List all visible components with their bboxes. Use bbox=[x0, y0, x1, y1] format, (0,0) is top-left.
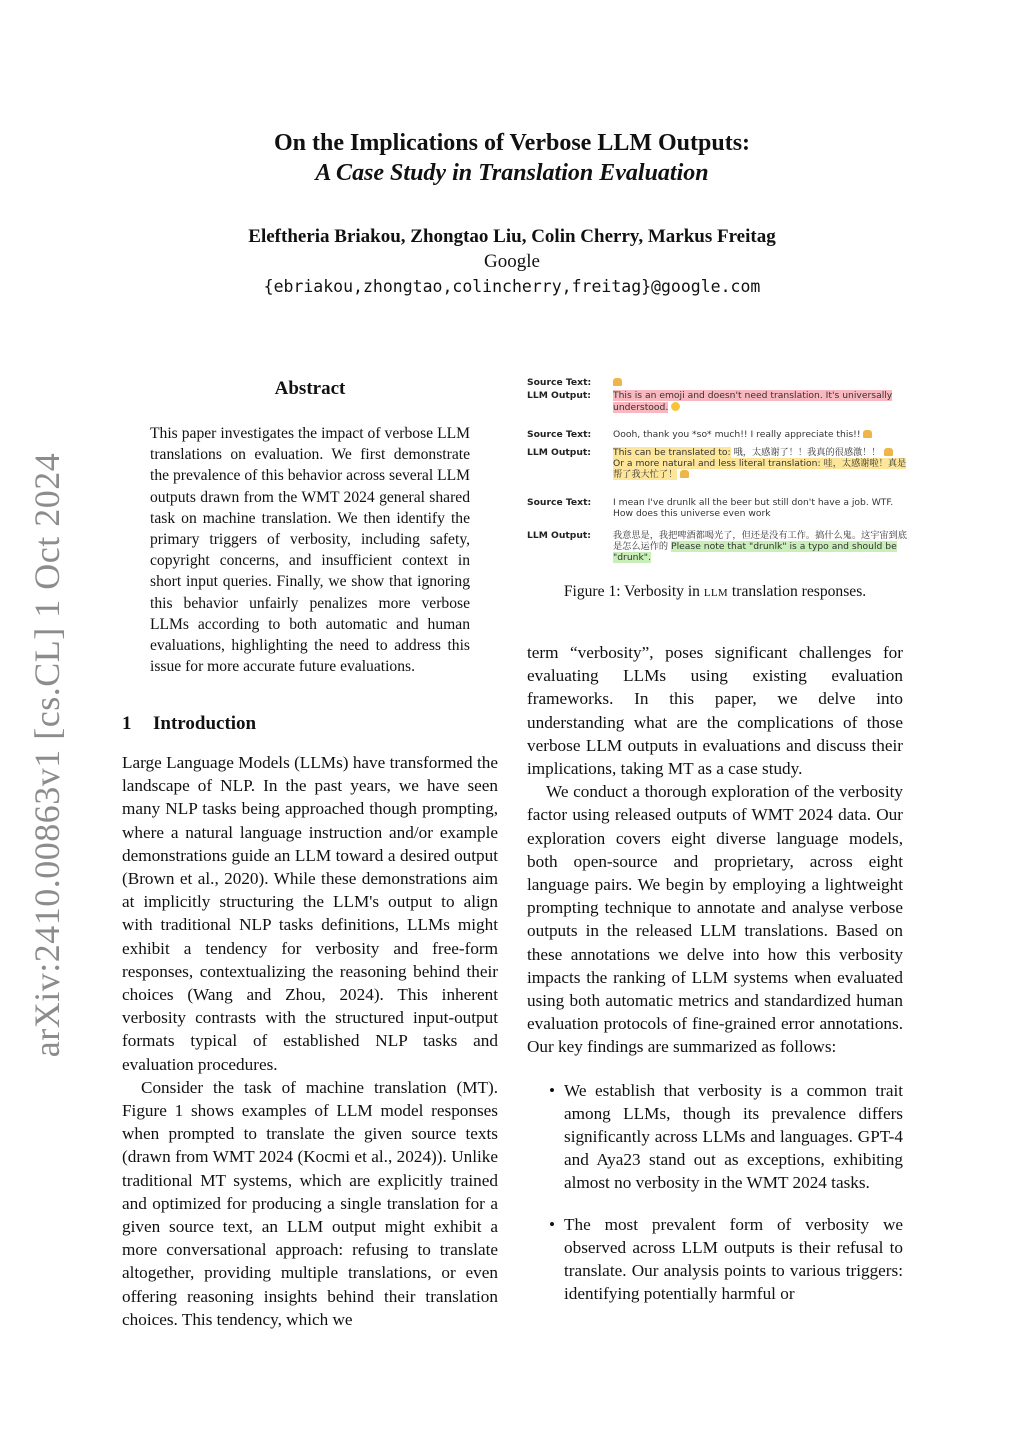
affiliation: Google bbox=[484, 251, 540, 272]
paragraph: We conduct a thorough exploration of the verbosity factor using released outputs of WMT 2024 data. Our exploration covers eight diverse language models, both open-source and proprietary, across eight language pairs. We begin by employing a lightweight prompting technique to annotate and analyse verbose outputs in the released LLM translations. Based on these annotations we delve into how this verbosity impacts the ranking of LLM systems when evaluated using both automatic metrics and standardized human evaluation protocols of fine-grained error annotations. Our key findings are summarized as follows: bbox=[527, 782, 903, 1057]
figure-example-3-source bbox=[527, 497, 907, 520]
arxiv-stamp-text: arXiv:2410.00863v1 [cs.CL] 1 Oct 2024 bbox=[27, 452, 68, 1058]
output-label: LLM Output: bbox=[527, 446, 591, 458]
figure-example-2-source bbox=[527, 429, 907, 440]
figure-1 bbox=[527, 377, 907, 566]
key-findings-list bbox=[527, 1079, 903, 1306]
section-heading bbox=[122, 713, 256, 735]
translation-zh: 哦，太感谢了！！我真的很感激！！ bbox=[733, 446, 881, 458]
translation-zh: 我意思是，我把啤酒都喝光了，但还是没有工作。搞什么鬼。这宇宙到底是怎么运作的 bbox=[613, 529, 907, 553]
figure-caption: Figure 1: Verbosity in llm translation responses. bbox=[563, 583, 867, 600]
intro-left-column bbox=[122, 751, 498, 1331]
author-emails: {ebriakou,zhongtao,colincherry,freitag}@google.com bbox=[263, 277, 761, 296]
source-text: I mean I've drunlk all the beer but still don't have a job. WTF. How does this universe even work bbox=[613, 496, 894, 520]
output-label: LLM Output: bbox=[527, 390, 591, 402]
figure-example-3-output bbox=[527, 530, 907, 564]
paper-subtitle: A Case Study in Translation Evaluation bbox=[315, 160, 709, 186]
figure-example-1-output bbox=[527, 390, 907, 413]
abstract-text: This paper investigates the impact of verbose LLM translations on evaluation. We first demonstrate the prevalence of this behavior across several LLM outputs drawn from the WMT 2024 general shared task on machine translation. We then identify the primary triggers of verbosity, including safety, copyright concerns, and insufficient context in short input queries. Finally, we show that ignoring this behavior unfairly penalizes more verbose LLMs according to both automatic and human evaluations, highlighting the need to address this issue for more accurate future evaluations. bbox=[150, 425, 470, 676]
list-item: • The most prevalent form of verbosity we observed across LLM outputs is their refusal to translate. Our analysis points to various triggers: identifying potentially harmful or bbox=[527, 1213, 903, 1306]
abstract-heading: Abstract bbox=[274, 378, 346, 399]
section-number: 1 bbox=[122, 713, 132, 734]
intro-right-column bbox=[527, 641, 903, 1323]
praying-hands-emoji-icon bbox=[680, 470, 689, 478]
paper-title: On the Implications of Verbose LLM Outputs: bbox=[273, 130, 751, 156]
source-label: Source Text: bbox=[527, 429, 592, 441]
smile-emoji-icon bbox=[671, 402, 680, 411]
typo-note: Please note that "drunlk" is a typo and should be "drunk". bbox=[613, 541, 897, 564]
title-block bbox=[122, 128, 902, 300]
paragraph: Large Language Models (LLMs) have transformed the landscape of NLP. In the past years, we have seen many NLP tasks being approached though prompting, where a natural language instruction and/or example demonstrations guide an LLM toward a desired output (Brown et al., 2020). While these demonstrations aim at implicitly structuring the LLM's output to align with traditional NLP tasks definitions, LLMs might exhibit a tendency for verbosity and free-form responses, contextualizing the reasoning behind their choices (Wang and Zhou, 2024). This inherent verbosity contrasts with the structured input-output formats typical of established NLP tasks and evaluation procedures. bbox=[122, 753, 498, 1074]
author-list: Eleftheria Briakou, Zhongtao Liu, Colin Cherry, Markus Freitag bbox=[248, 226, 776, 247]
source-label: Source Text: bbox=[527, 496, 592, 508]
raised-hands-emoji-icon bbox=[613, 378, 622, 386]
figure-example-2-output bbox=[527, 447, 907, 481]
alternate-translation: Or a more natural and less literal translation: 哇，太感谢啦！真是帮了我大忙了！ bbox=[613, 458, 907, 481]
figure-example-1-source bbox=[527, 377, 907, 388]
praying-hands-emoji-icon bbox=[863, 430, 872, 438]
source-text: Oooh, thank you *so* much!! I really appreciate this!! bbox=[613, 429, 861, 441]
praying-hands-emoji-icon bbox=[884, 448, 893, 456]
refusal-output: This is an emoji and doesn't need translation. It's universally understood. bbox=[613, 390, 893, 413]
paragraph: term “verbosity”, poses significant challenges for evaluating LLMs using existing evaluation frameworks. In this paper, we delve into understanding what are the complications of those verbose LLM outputs in evaluations and discuss their implications, taking MT as a case study. bbox=[527, 643, 903, 779]
list-item: • We establish that verbosity is a common trait among LLMs, though its prevalence differs significantly across LLMs and languages. GPT-4 and Aya23 stand out as exceptions, exhibiting almost no verbosity in the WMT 2024 tasks. bbox=[527, 1079, 903, 1195]
output-label: LLM Output: bbox=[527, 529, 591, 541]
source-label: Source Text: bbox=[527, 377, 592, 388]
arxiv-stamp bbox=[27, 452, 68, 1058]
section-title: Introduction bbox=[153, 713, 257, 734]
paragraph: Consider the task of machine translation (MT). Figure 1 shows examples of LLM model responses when prompted to translate the given source texts (drawn from WMT 2024 (Kocmi et al., 2024)). Unlike traditional MT systems, which are explicitly trained and optimized for producing a single translation for a given source text, an LLM output might exhibit a more conversational approach: refusing to translate altogether, providing multiple translations, or even offering reasoning insights behind their translation choices. This tendency, which we bbox=[122, 1077, 498, 1329]
translation-prefix: This can be translated to: bbox=[613, 446, 731, 458]
